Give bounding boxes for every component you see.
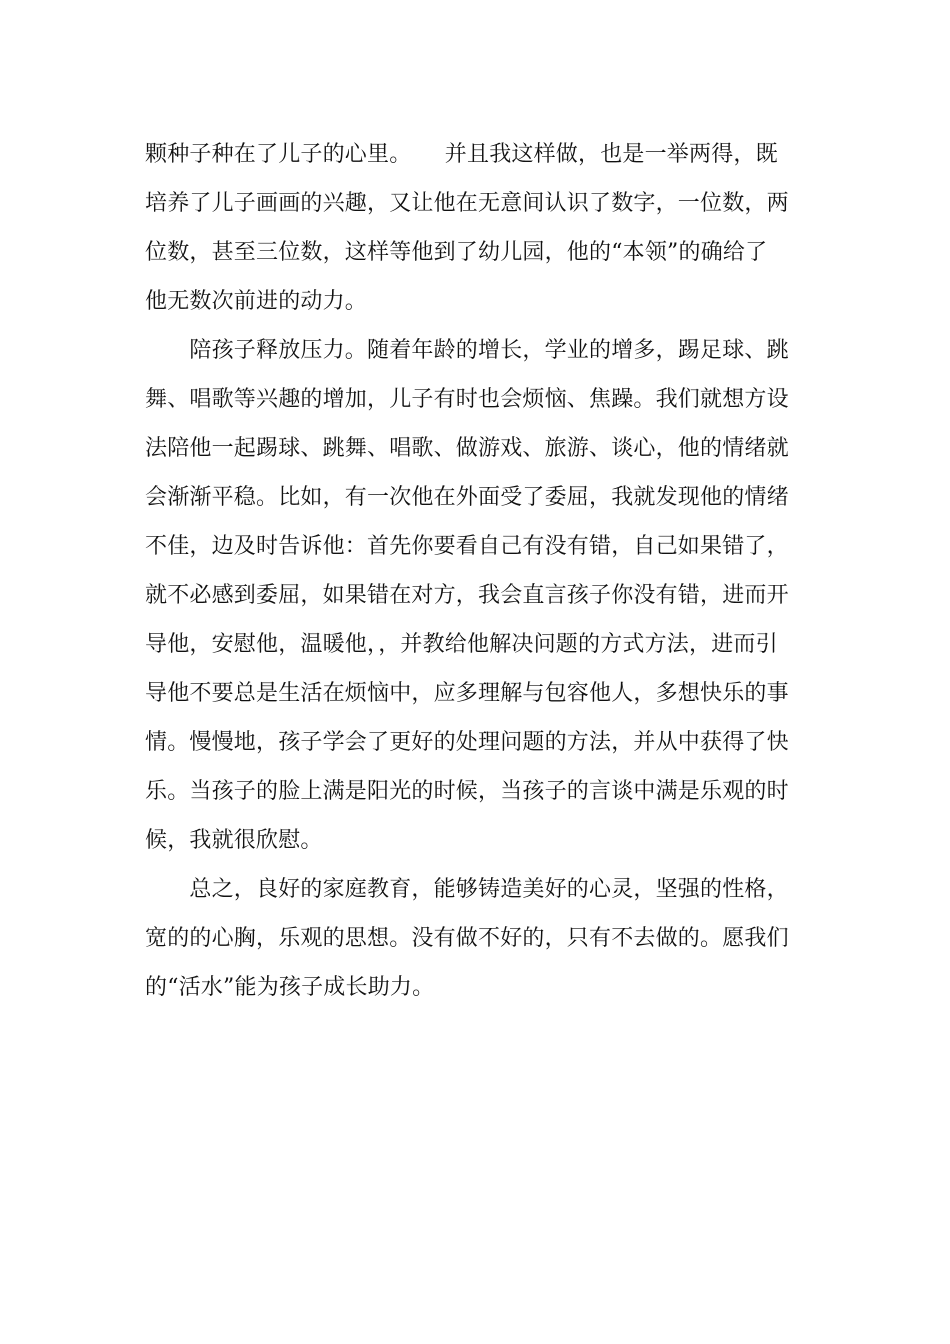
text-line: 培养了儿子画画的兴趣，又让他在无意间认识了数字，一位数，两 — [145, 191, 789, 216]
text-line: 位数，甚至三位数，这样等他到了幼儿园，他的“本领”的确给了 — [145, 240, 768, 265]
text-line: 不佳，边及时告诉他：首先你要看自己有没有错，自己如果错了， — [145, 534, 789, 559]
paragraph-start-line: 陪孩子释放压力。随着年龄的增长，学业的增多，踢足球、跳 — [145, 338, 789, 363]
text-line: 他无数次前进的动力。 — [145, 289, 368, 314]
paragraph-start-line: 总之，良好的家庭教育，能够铸造美好的心灵，坚强的性格， — [145, 877, 789, 902]
text-line: 情。慢慢地，孩子学会了更好的处理问题的方法，并从中获得了快 — [145, 730, 789, 755]
text-line: 颗种子种在了儿子的心里。 并且我这样做，也是一举两得，既 — [145, 142, 778, 167]
text-line: 法陪他一起踢球、跳舞、唱歌、做游戏、旅游、谈心，他的情绪就 — [145, 436, 789, 461]
text-line: 导他不要总是生活在烦恼中，应多理解与包容他人，多想快乐的事 — [145, 681, 789, 706]
document-body — [145, 130, 810, 1012]
text-line: 舞、唱歌等兴趣的增加，儿子有时也会烦恼、焦躁。我们就想方设 — [145, 387, 789, 412]
text-line: 会渐渐平稳。比如，有一次他在外面受了委屈，我就发现他的情绪 — [145, 485, 789, 510]
text-line: 就不必感到委屈，如果错在对方，我会直言孩子你没有错，进而开 — [145, 583, 789, 608]
text-line: 导他，安慰他，温暖他，，并教给他解决问题的方式方法，进而引 — [145, 632, 778, 657]
text-line: 的“活水”能为孩子成长助力。 — [145, 975, 435, 1000]
text-line: 宽的的心胸，乐观的思想。没有做不好的，只有不去做的。愿我们 — [145, 926, 789, 951]
text-line: 候，我就很欣慰。 — [145, 828, 323, 853]
text-line: 乐。当孩子的脸上满是阳光的时候，当孩子的言谈中满是乐观的时 — [145, 779, 789, 804]
